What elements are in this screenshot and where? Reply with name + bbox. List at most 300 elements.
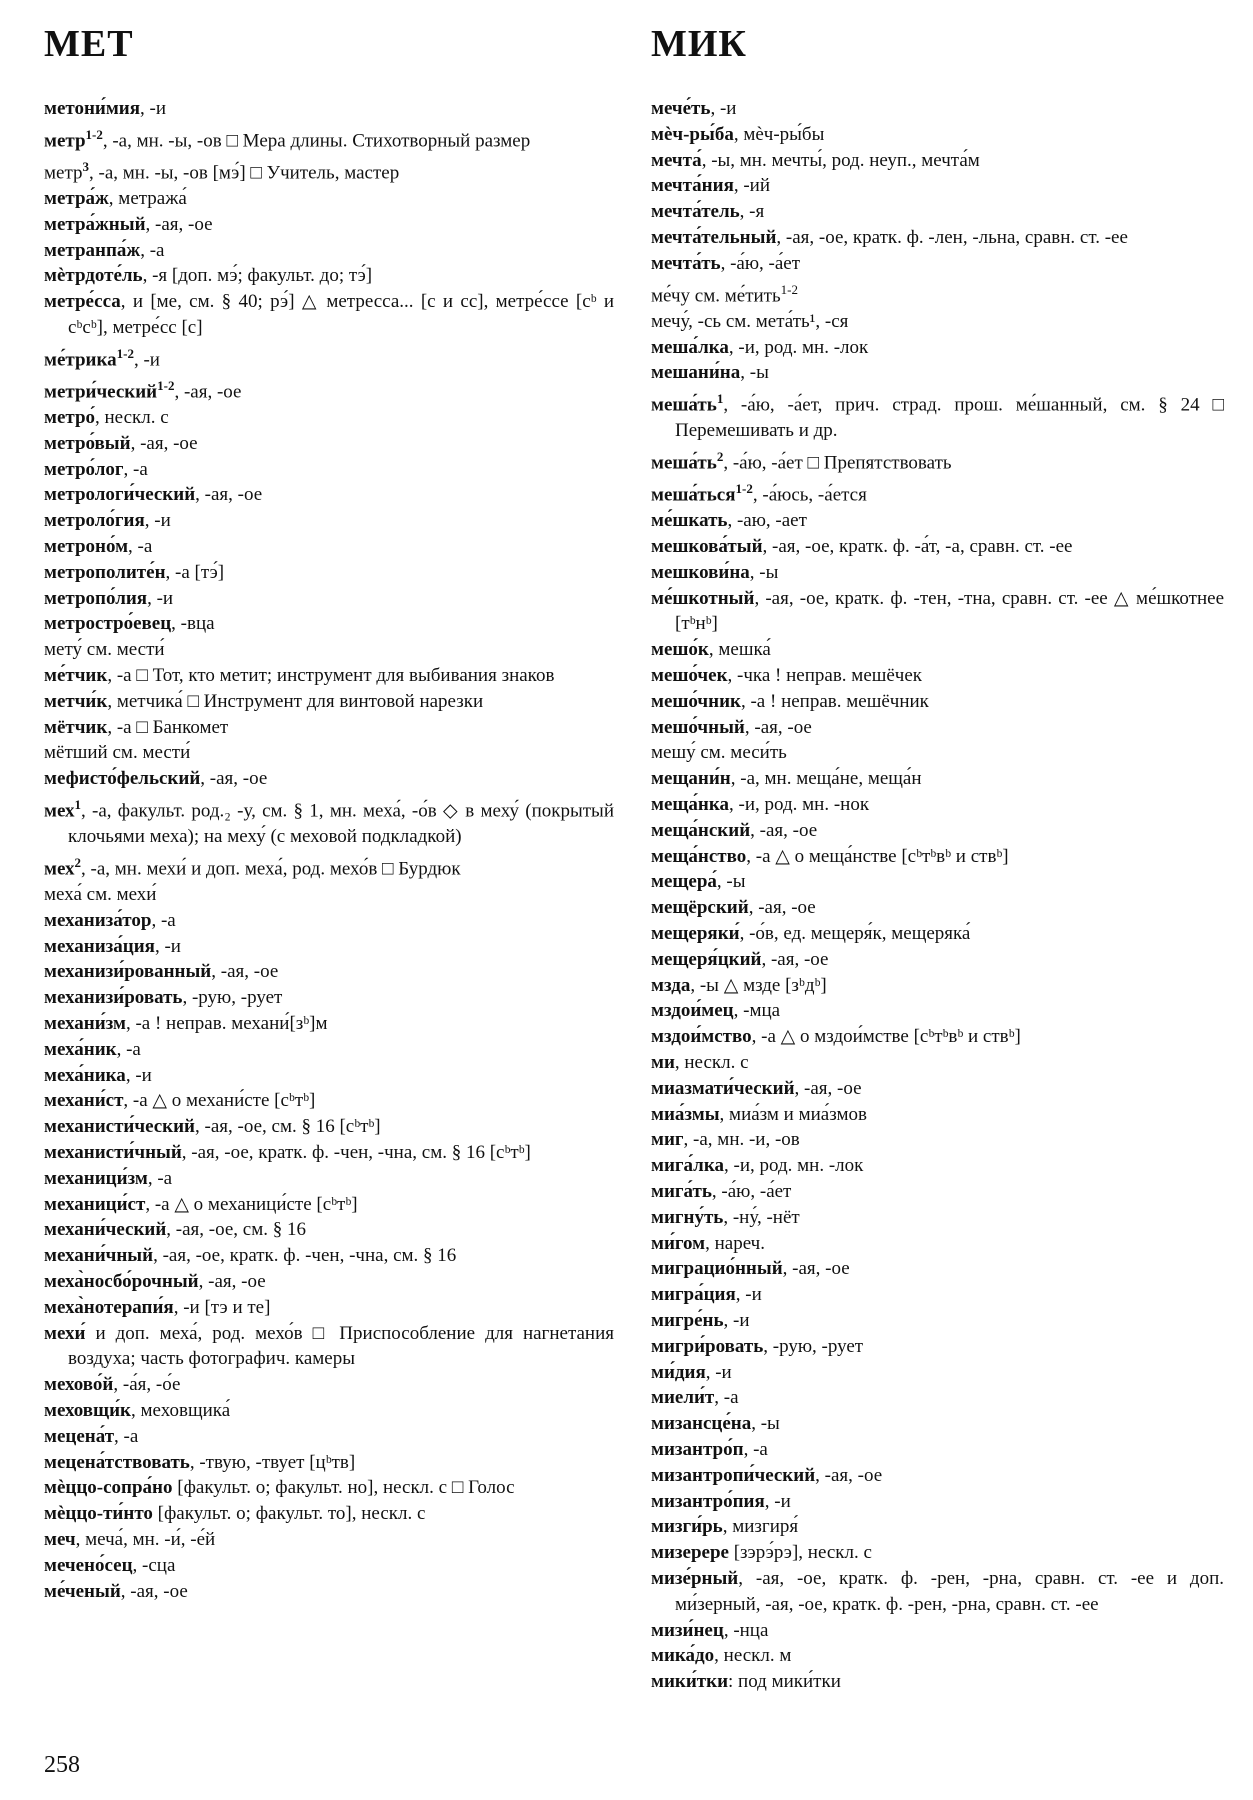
dictionary-entry [44,740,614,766]
headword: мизерере [651,1542,729,1564]
headword: мѐццо-ти́нто [44,1503,153,1525]
homonym-index: 1-2 [780,281,798,297]
dictionary-entry [651,973,1224,999]
dictionary-entry [651,637,1224,663]
entry-body: , -и [705,1361,732,1383]
entry-body: , -ая, -ое, см. § 16 [166,1219,306,1241]
dictionary-entry [651,148,1224,174]
entry-body: , -а □ Банкомет [107,716,229,738]
headword: миазмати́ческий [651,1077,795,1099]
dictionary-entry [44,1527,614,1553]
entry-body: , -и [735,1284,762,1306]
dictionary-entry [44,154,614,186]
headword: мещани́н [651,768,731,790]
dictionary-entry [44,792,614,850]
entry-body: , -ая, -ое [761,948,829,970]
dictionary-entry [44,560,614,586]
headword: ме́ченый [44,1580,121,1602]
entry-body: , -а́я, -о́е [113,1374,181,1396]
entry-body: , меча́, мн. -и́, -е́й [75,1529,216,1550]
dictionary-entry [44,934,614,960]
headword: миг [651,1129,684,1151]
entry-body: , -ая, -ое, кратк. ф. -лен, -льна, сравн. ст. -ее [776,226,1128,248]
headword: мехи́ [44,1322,86,1344]
headword: мѐч-ры́ба [651,123,734,145]
entry-body: , -я [доп. мэ́; факульт. до; тэ́] [142,265,373,287]
entry-body: , -а [123,458,148,480]
entry-body: , -а △ о меща́нстве [сᵇтᵇвᵇ и ствᵇ] [746,845,1009,867]
dictionary-entry [651,1153,1224,1179]
headword: механисти́чный [44,1142,182,1164]
running-head-right: МИК [651,23,747,65]
headword: мигре́нь [651,1309,724,1331]
headword: ме́тчик [44,665,108,687]
running-head-left: МЕТ [44,23,134,65]
headword: мздои́мец [651,1000,734,1022]
page-number: 258 [44,1752,80,1778]
entry-body: , -а, факульт. род.₂ -у, см. § 1, мн. меха́, -о́в ◇ в меху́ (покрытый клочьями меха); на меху́ (с меховой подкладкой) [68,800,614,848]
entry-body: , -и [133,349,160,371]
dictionary-entry [651,225,1224,251]
dictionary-entry [651,1179,1224,1205]
headword: метра́ж [44,188,109,210]
entry-body: , -и [тэ и те] [173,1296,271,1318]
entry-body: и доп. меха́, род. мехо́в □ Приспособление для нагнетания воздуха; часть фотографич. камеры [68,1322,614,1370]
entry-body: , -ая, -ое, см. § 16 [сᵇтᵇ] [195,1116,381,1138]
entry-body: [факульт. о; факульт. но], нескл. с □ Голос [172,1477,515,1499]
wordform: мету́ [44,639,83,661]
entry-body: , -и [764,1490,791,1512]
homonym-index: 1 [74,797,81,813]
entry-body: , -о́в, ед. мещеря́к, мещеряка́ [739,923,971,945]
dictionary-entry [44,534,614,560]
dictionary-entry [651,740,1224,766]
dictionary-entry [44,122,614,154]
headword: метри́ческий [44,381,158,403]
dictionary-entry [44,1269,614,1295]
dictionary-entry [44,1553,614,1579]
headword: мешкови́на [651,561,750,583]
entry-body: , -а́ю, -а́ет, прич. страд. прош. ме́шанный, см. § 24 □ Перемешивать и др. [675,394,1224,442]
entry-body: , -я [739,201,765,223]
entry-body: , -а [116,1038,141,1060]
dictionary-entry [651,1360,1224,1386]
dictionary-entry [44,611,614,637]
headword: метроно́м [44,536,129,558]
headword: мещеря́цкий [651,948,762,970]
headword: мигри́ровать [651,1335,764,1357]
entry-body: , -а △ о мздои́мстве [сᵇтᵇвᵇ и ствᵇ] [751,1026,1021,1048]
dictionary-entry [44,289,614,341]
dictionary-entry [651,173,1224,199]
headword: ме́шкать [651,510,728,532]
headword: метр [44,130,86,152]
headword: мешо́чек [651,665,728,687]
entry-body: , метчика́ □ Инструмент для винтовой нарезки [107,690,484,712]
headword: мизантро́пия [651,1490,765,1512]
headword: мещеряки́ [651,923,740,945]
headword: мизги́рь [651,1516,723,1538]
entry-body: , -мца [733,1000,781,1022]
entry-body: см. меси́ть [695,742,787,764]
dictionary-entry [44,1192,614,1218]
entry-body: [зэрэ́рэ], нескл. с [728,1542,872,1564]
headword: мечта́ния [651,175,734,197]
entry-body: , мешка́ [708,639,771,661]
entry-body: , миа́зм и миа́змов [719,1103,867,1125]
entry-body: , -ая, -ое, кратк. ф. -чен, -чна, см. § 16 [сᵇтᵇ] [181,1142,531,1164]
dictionary-entry [651,895,1224,921]
dictionary-entry [44,1450,614,1476]
dictionary-entry [651,1308,1224,1334]
entry-body: , -ы [740,362,769,384]
right-column [651,96,1224,1695]
headword: мещера́ [651,871,717,893]
wordform: мечу́ [651,310,689,332]
homonym-index: 1-2 [116,345,134,361]
wordform: ме́чу [651,284,691,306]
headword: мига́лка [651,1155,725,1177]
dictionary-entry [44,689,614,715]
entry-body: , -а [тэ́] [165,561,225,583]
dictionary-entry [44,1398,614,1424]
entry-body: , -а, мн. меща́не, меща́н [730,768,922,790]
entry-body: , -ая, -ое [195,484,263,506]
headword: ми́гом [651,1232,706,1254]
dictionary-entry [44,586,614,612]
dictionary-entry [651,277,1224,309]
headword: мех [44,800,75,822]
headword: меша́ть [651,452,717,474]
headword: мецена́т [44,1425,115,1447]
entry-body: , -а́ю, -а́ет [711,1180,792,1202]
headword: механи́ческий [44,1219,167,1241]
headword: меч [44,1529,76,1550]
headword: механизи́рованный [44,961,212,983]
entry-body: , меховщика́ [131,1400,231,1422]
entry-body: , метража́ [108,188,187,210]
headword: меща́нка [651,794,730,816]
entry-body: , -а́юсь, -а́ется [752,484,867,506]
dictionary-entry [651,1282,1224,1308]
dictionary-entry [44,850,614,882]
dictionary-entry [44,1295,614,1321]
dictionary-entry [44,959,614,985]
headword: механици́зм [44,1167,148,1189]
dictionary-entry [44,1321,614,1373]
entry-body: , -ая, -ое [794,1077,862,1099]
dictionary-entry [651,534,1224,560]
dictionary-entry [651,818,1224,844]
left-column [44,96,614,1604]
entry-body: , -нца [723,1619,769,1641]
entry-body: , -а ! неправ. мешёчник [740,690,929,712]
entry-body: см. мести́ [107,742,191,764]
entry-body: , -ая, -ое [744,716,812,738]
entry-body: , -а, мн. -ы, -ов □ Мера длины. Стихотворный размер [102,130,531,152]
headword: мзда [651,974,691,996]
entry-body: , -а ! неправ. механи́[зᵇ]м [125,1013,328,1035]
headword: мѐтрдоте́ль [44,265,143,287]
headword: ме́трика [44,349,117,371]
dictionary-entry [44,238,614,264]
dictionary-entry [651,766,1224,792]
headword: мѐццо-сопра́но [44,1477,173,1499]
dictionary-entry [651,1334,1224,1360]
headword: меховщи́к [44,1400,131,1422]
dictionary-entry [44,482,614,508]
dictionary-entry [44,1424,614,1450]
wordform: метр [44,162,83,184]
headword: меха̀носбо́рочный [44,1271,199,1293]
headword: ми́дия [651,1361,706,1383]
homonym-index: 3 [82,158,89,174]
dictionary-entry [651,560,1224,586]
entry-body: , -ая, -ое [782,1258,850,1280]
entry-body: , -вца [171,613,215,635]
dictionary-entry [44,212,614,238]
headword: метро́лог [44,458,124,480]
entry-body: , -ая, -ое, кратк. ф. -чен, -чна, см. § 16 [153,1245,457,1267]
dictionary-entry [651,1127,1224,1153]
entry-body: , -и, род. мн. -лок [728,336,869,358]
headword: мздои́мство [651,1026,752,1048]
dictionary-entry [44,508,614,534]
dictionary-entry [651,309,1224,335]
dictionary-entry [44,1166,614,1192]
headword: метранпа́ж [44,239,141,261]
entry-body: , -ая, -ое [198,1271,266,1293]
headword: метчи́к [44,690,108,712]
headword: механисти́ческий [44,1116,196,1138]
entry-body: , -а [140,239,165,261]
dictionary-entry [44,1140,614,1166]
dictionary-entry [651,1024,1224,1050]
headword: мешо́чный [651,716,745,738]
headword: мехово́й [44,1374,114,1396]
dictionary-entry [651,1385,1224,1411]
homonym-index: 1-2 [735,481,753,497]
dictionary-entry [651,792,1224,818]
headword: мечта́ть [651,252,721,274]
entry-body: , -ну́, -нёт [723,1206,800,1228]
dictionary-entry [651,998,1224,1024]
dictionary-entry [44,985,614,1011]
dictionary-entry [44,1579,614,1605]
headword: механиза́ция [44,935,155,957]
headword: метра́жный [44,213,146,235]
dictionary-entry [651,1618,1224,1644]
entry-body: , -а, мн. -и, -ов [683,1129,800,1151]
headword: мече́ть [651,98,711,119]
dictionary-entry [651,689,1224,715]
headword: мизантропи́ческий [651,1464,816,1486]
entry-body: , -а [151,909,176,931]
entry-body: , -а △ о механи́сте [сᵇтᵇ] [123,1090,316,1112]
dictionary-entry [44,186,614,212]
dictionary-entry [44,341,614,373]
headword: мигну́ть [651,1206,724,1228]
entry-body: , и [ме, см. § 40; рэ́] △ метресса... [с и сс], метре́ссе [сᵇ и сᵇсᵇ], метре́сс [с] [68,291,614,339]
entry-body: , -аю, -ает [727,510,807,532]
dictionary-entry [651,476,1224,508]
dictionary-entry [651,947,1224,973]
entry-body: , -ы, мн. мечты́, род. неуп., мечта́м [701,149,980,171]
entry-body: , -и [144,510,171,532]
dictionary-entry [44,263,614,289]
dictionary-entry [44,1011,614,1037]
entry-body: , -а́ю, -а́ет [720,252,801,274]
dictionary-entry [651,1256,1224,1282]
headword: миграцио́нный [651,1258,783,1280]
entry-body: , -рую, -рует [763,1335,864,1357]
dictionary-entry [44,1501,614,1527]
entry-body: , -ая, -ое [120,1580,188,1602]
entry-body: , -а [128,536,153,558]
headword: мизе́рный [651,1567,739,1589]
entry-body: , нескл. с [674,1052,749,1073]
headword: механизи́ровать [44,987,183,1009]
dictionary-entry [44,1063,614,1089]
entry-body: , -а, мн. мехи́ и доп. меха́, род. мехо́в □ Бурдюк [81,858,461,880]
entry-body: , -ая, -ое, кратк. ф. -тен, -тна, сравн. ст. -ее △ ме́шкотнее [тᵇнᵇ] [675,587,1224,635]
dictionary-entry [44,1088,614,1114]
headword: механици́ст [44,1193,146,1215]
headword: мех [44,858,75,880]
headword: механи́ст [44,1090,124,1112]
entry-body: , -ая, -ое, кратк. ф. -а́т, -а, сравн. ст. -ее [762,536,1073,558]
wordform: мешу́ [651,742,696,764]
homonym-index: 1-2 [85,126,103,142]
dictionary-entry [651,386,1224,444]
entry-body: , -а [147,1167,173,1189]
headword: меха̀нотерапи́я [44,1296,174,1318]
dictionary-entry [651,1489,1224,1515]
entry-body: , нареч. [705,1232,765,1254]
dictionary-entry [651,1102,1224,1128]
entry-body: , -ы [751,1413,780,1435]
entry-body: , -и [154,935,181,957]
entry-body: , -а △ о механици́сте [сᵇтᵇ] [145,1193,358,1215]
dictionary-entry [651,1437,1224,1463]
headword: метро́ [44,407,96,429]
dictionary-entry [651,1076,1224,1102]
entry-body: , -сца [132,1554,176,1576]
entry-body: , -ая, -ое, кратк. ф. -рен, -рна, сравн. ст. -ее и доп. ми́зерный, -ая, -ое, кратк. ф. -рен, -рна, сравн. ст. -ее [675,1567,1224,1615]
entry-body: , -а □ Тот, кто метит; инструмент для выбивания знаков [107,665,555,687]
headword: меща́нский [651,819,751,841]
headword: меша́ть [651,394,717,416]
dictionary-entry [44,637,614,663]
headword: мика́до [651,1645,715,1667]
entry-body: , -и [125,1064,152,1086]
entry-body: , -а [743,1438,768,1460]
headword: мефисто́фельский [44,768,201,790]
headword: мизантро́п [651,1438,744,1460]
dictionary-entry [44,663,614,689]
headword: мётчик [44,716,108,738]
dictionary-entry [651,1411,1224,1437]
headword: мечта́ [651,149,702,171]
headword: метропо́лия [44,587,148,609]
headword: мики́тки [651,1671,729,1693]
entry-body: , мѐч-ры́бы [733,123,825,145]
dictionary-entry [44,715,614,741]
entry-body: , мизгиря́ [722,1516,799,1538]
entry-body: , -и [147,587,174,609]
dictionary-entry [44,1243,614,1269]
dictionary-entry [651,586,1224,638]
entry-body: , -ая, -ое [211,961,279,983]
entry-body: см. ме́тить [690,284,781,306]
headword: миели́т [651,1387,715,1409]
headword: ми [651,1052,675,1073]
dictionary-entry [651,1463,1224,1489]
headword: метростро́евец [44,613,172,635]
entry-body: , -ая, -ое [748,897,816,919]
dictionary-entry [651,122,1224,148]
wordform: мётший [44,742,108,764]
dictionary-entry [44,431,614,457]
headword: миа́змы [651,1103,720,1125]
entry-body: , -ы [716,871,746,893]
entry-body: , -и [140,98,167,119]
dictionary-entry [651,844,1224,870]
headword: механи́зм [44,1013,126,1035]
dictionary-entry [44,908,614,934]
dictionary-entry [651,1669,1224,1695]
dictionary-entry [651,508,1224,534]
dictionary-entry [651,199,1224,225]
dictionary-entry [44,766,614,792]
headword: метро́вый [44,432,131,454]
wordform: меха́ [44,884,82,906]
headword: мечта́тельный [651,226,777,248]
headword: меша́ться [651,484,736,506]
dictionary-entry [651,1205,1224,1231]
headword: мешани́на [651,362,741,384]
entry-body: , -и [710,98,737,119]
entry-body: , -и, род. мн. -нок [729,794,870,816]
dictionary-entry [44,405,614,431]
entry-body: , -твую, -твует [цᵇтв] [189,1451,356,1473]
entry-body: , -а, мн. -ы, -ов [мэ́] □ Учитель, мастер [89,162,400,184]
dictionary-entry [44,882,614,908]
entry-body: , нескл. м [714,1645,792,1667]
headword: мигра́ция [651,1284,736,1306]
headword: метрологи́ческий [44,484,196,506]
dictionary-entry [651,335,1224,361]
dictionary-entry [651,1231,1224,1257]
entry-body: , -чка ! неправ. мешёчек [727,665,923,687]
headword: мечта́тель [651,201,740,223]
entry-body: , -ая, -ое [130,432,198,454]
headword: меха́ника [44,1064,126,1086]
dictionary-entry [44,96,614,122]
dictionary-entry [651,715,1224,741]
dictionary-entry [651,1050,1224,1076]
entry-body: , -ая, -ое [815,1464,883,1486]
entry-body: , -и [723,1309,750,1331]
dictionary-entry [44,373,614,405]
entry-body: , -ая, -ое [750,819,818,841]
headword: меха́ник [44,1038,117,1060]
headword: мецена́тствовать [44,1451,190,1473]
homonym-index: 2 [716,449,724,465]
entry-body: , -ий [733,175,771,197]
headword: мешкова́тый [651,536,763,558]
dictionary-entry [651,1643,1224,1669]
